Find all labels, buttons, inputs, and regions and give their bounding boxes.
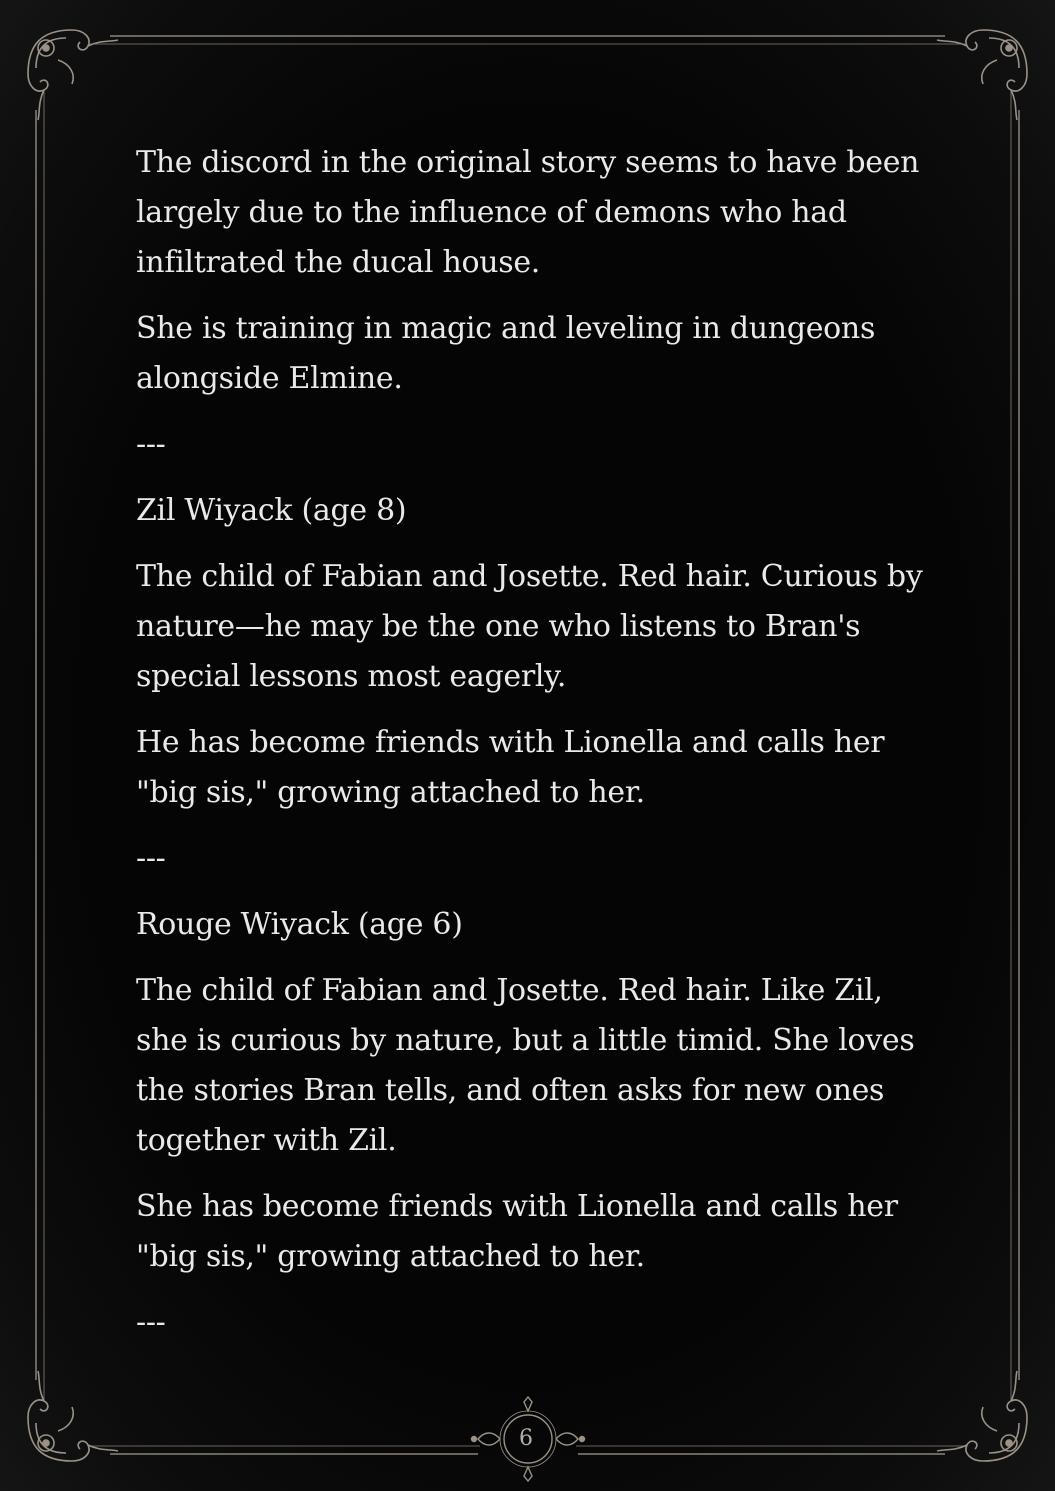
character-heading: Rouge Wiyack (age 6)	[136, 907, 463, 942]
corner-ornament-top-left	[22, 24, 122, 124]
paragraph: The child of Fabian and Josette. Red hair. Like Zil, she is curious by nature, but a little timid. She loves the stories Bran tells, and often asks for new ones together with Zil.	[136, 973, 915, 1158]
character-heading: Zil Wiyack (age 8)	[136, 493, 407, 528]
section-divider: ---	[136, 427, 166, 462]
paragraph: He has become friends with Lionella and calls her "big sis," growing attached to her.	[136, 725, 885, 810]
section-divider: ---	[136, 1305, 166, 1340]
corner-ornament-bottom-right	[933, 1367, 1033, 1467]
page-text	[136, 138, 926, 1364]
paragraph: She has become friends with Lionella and calls her "big sis," growing attached to her.	[136, 1189, 898, 1274]
section-divider: ---	[136, 841, 166, 876]
corner-ornament-bottom-left	[22, 1367, 122, 1467]
page-number: 6	[519, 1426, 533, 1451]
paragraph: She is training in magic and leveling in dungeons alongside Elmine.	[136, 311, 876, 396]
paragraph: The child of Fabian and Josette. Red hair. Curious by nature—he may be the one who listens to Bran's special lessons most eagerly.	[136, 559, 923, 694]
corner-ornament-top-right	[933, 24, 1033, 124]
paragraph: The discord in the original story seems to have been largely due to the influence of demons who had infiltrated the ducal house.	[136, 145, 920, 280]
